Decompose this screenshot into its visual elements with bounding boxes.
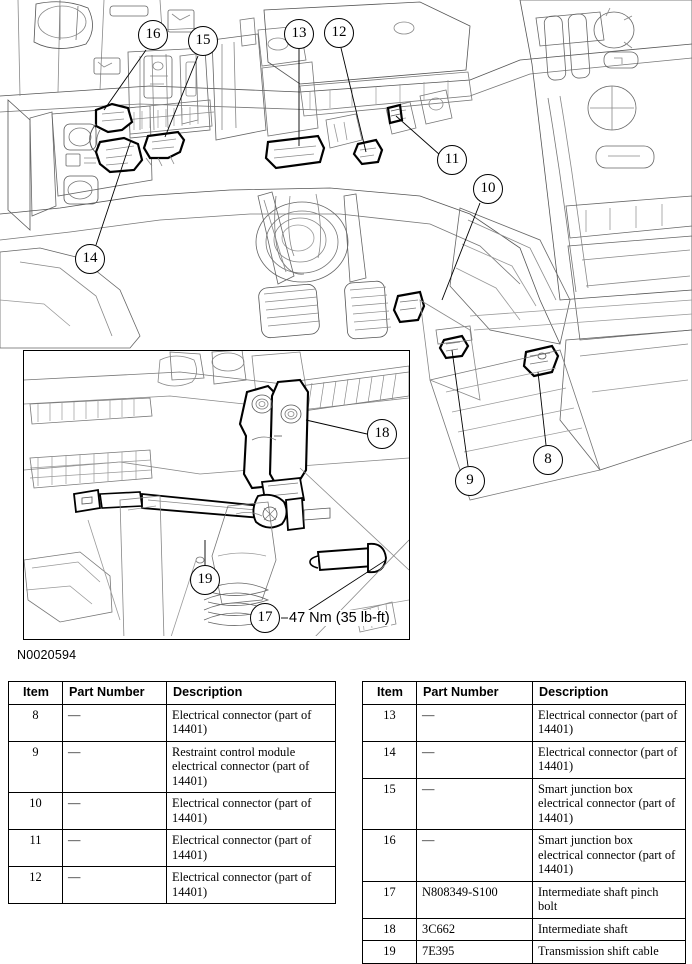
cell-item: 17 (363, 881, 417, 918)
header-part-number: Part Number (63, 682, 167, 705)
header-description: Description (533, 682, 686, 705)
table-row (9, 830, 336, 867)
callout-9: 9 (455, 466, 485, 496)
cell-item: 16 (363, 830, 417, 882)
header-part-number: Part Number (417, 682, 533, 705)
header-item: Item (363, 682, 417, 705)
cell-description: Electrical connector (part of 14401) (533, 704, 686, 741)
header-description: Description (167, 682, 336, 705)
cell-item: 19 (363, 941, 417, 964)
table-row (9, 793, 336, 830)
table-row (363, 778, 686, 830)
cell-description: Electrical connector (part of 14401) (533, 741, 686, 778)
torque-spec-label: 47 Nm (35 lb-ft) (289, 610, 390, 626)
cell-item: 12 (9, 867, 63, 904)
cell-part-number: — (63, 704, 167, 741)
table-row (363, 830, 686, 882)
table-row (363, 941, 686, 964)
cell-part-number: — (417, 741, 533, 778)
callout-12: 12 (324, 18, 354, 48)
cell-description: Electrical connector (part of 14401) (167, 704, 336, 741)
cell-part-number: 7E395 (417, 941, 533, 964)
cell-description: Electrical connector (part of 14401) (167, 793, 336, 830)
table-row (9, 704, 336, 741)
cell-item: 10 (9, 793, 63, 830)
header-item: Item (9, 682, 63, 705)
callout-10: 10 (473, 174, 503, 204)
callout-15: 15 (188, 26, 218, 56)
cell-part-number: — (63, 793, 167, 830)
figure-id-label: N0020594 (17, 648, 77, 662)
cell-item: 8 (9, 704, 63, 741)
cell-part-number: — (63, 867, 167, 904)
cell-item: 13 (363, 704, 417, 741)
callout-18: 18 (367, 419, 397, 449)
cell-part-number: — (417, 778, 533, 830)
table-row (363, 918, 686, 941)
callout-11: 11 (437, 145, 467, 175)
cell-item: 18 (363, 918, 417, 941)
cell-description: Intermediate shaft pinch bolt (533, 881, 686, 918)
cell-item: 9 (9, 741, 63, 793)
cell-part-number: — (63, 741, 167, 793)
cell-description: Smart junction box electrical connector (part of 14401) (533, 778, 686, 830)
cell-description: Electrical connector (part of 14401) (167, 867, 336, 904)
table-row (9, 741, 336, 793)
callout-17: 17 (250, 603, 280, 633)
parts-table-left (8, 681, 336, 904)
cell-part-number: 3C662 (417, 918, 533, 941)
detail-inset-frame (23, 350, 410, 640)
callout-16: 16 (138, 20, 168, 50)
cell-description: Transmission shift cable (533, 941, 686, 964)
table-row (363, 881, 686, 918)
callout-13: 13 (284, 19, 314, 49)
callout-14: 14 (75, 244, 105, 274)
table-row (363, 741, 686, 778)
callout-19: 19 (190, 565, 220, 595)
cell-description: Electrical connector (part of 14401) (167, 830, 336, 867)
cell-part-number: — (417, 830, 533, 882)
parts-table-right (362, 681, 686, 964)
table-header-row (9, 682, 336, 705)
cell-part-number: — (63, 830, 167, 867)
cell-description: Restraint control module electrical connector (part of 14401) (167, 741, 336, 793)
cell-item: 15 (363, 778, 417, 830)
table-row (9, 867, 336, 904)
callout-8: 8 (533, 445, 563, 475)
cell-item: 11 (9, 830, 63, 867)
cell-description: Intermediate shaft (533, 918, 686, 941)
cell-part-number: N808349-S100 (417, 881, 533, 918)
table-header-row (363, 682, 686, 705)
table-row (363, 704, 686, 741)
cell-description: Smart junction box electrical connector (part of 14401) (533, 830, 686, 882)
cell-part-number: — (417, 704, 533, 741)
cell-item: 14 (363, 741, 417, 778)
